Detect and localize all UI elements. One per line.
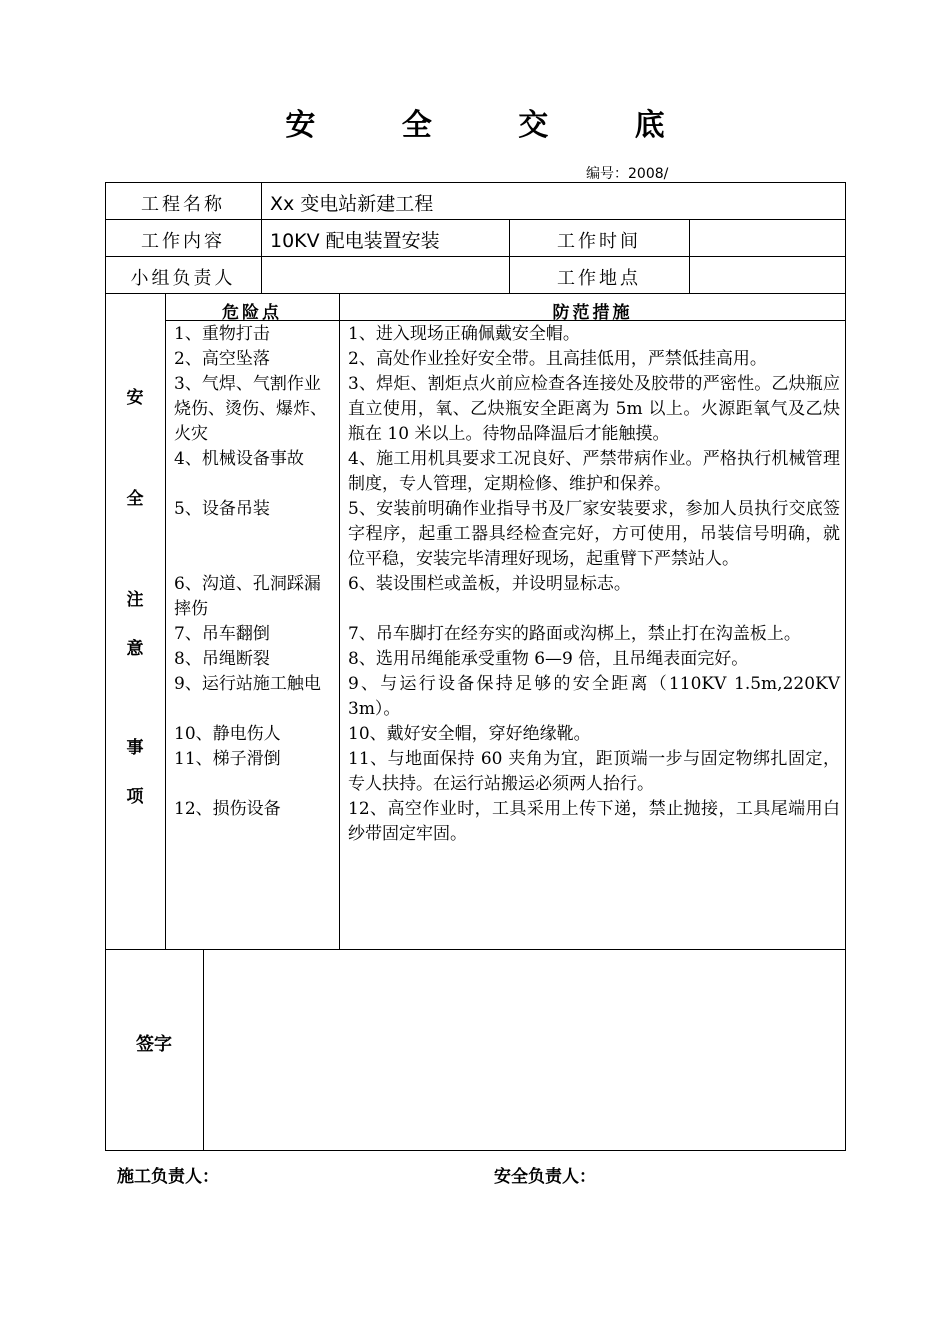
- measure-item: 8、选用吊绳能承受重物 6—9 倍，且吊绳表面完好。: [348, 649, 749, 669]
- side-label-char: 事: [126, 738, 144, 758]
- hazard-item: 7、吊车翻倒: [174, 624, 270, 644]
- hazard-item: [174, 772, 336, 797]
- hazard-item: [174, 522, 336, 547]
- work-place-label: 工作地点: [557, 268, 641, 289]
- work-content-label: 工作内容: [141, 231, 225, 252]
- hazard-item: 10、静电伤人: [174, 724, 281, 744]
- measure-item: 5、安装前明确作业指导书及厂家安装要求，参加人员执行交底签字程序，起重工器具经检查完好，方可使用，吊装信号明确，就位平稳，安装完毕清理好现场，起重臂下严禁站人。: [348, 499, 840, 569]
- hazard-item: 4、机械设备事故: [174, 449, 304, 469]
- hazard-item: 3、气焊、气割作业烧伤、烫伤、爆炸、火灾: [174, 374, 327, 444]
- side-label-char: 安: [126, 388, 144, 408]
- side-label-char: 项: [126, 787, 144, 807]
- hazard-item: 8、吊绳断裂: [174, 649, 270, 669]
- hazard-item: 1、重物打击: [174, 324, 270, 344]
- row-divider: [105, 219, 846, 220]
- hazard-item: 12、损伤设备: [174, 799, 281, 819]
- hazard-item: 5、设备吊装: [174, 499, 270, 519]
- measure-item: 7、吊车脚打在经夯实的路面或沟梆上，禁止打在沟盖板上。: [348, 624, 801, 644]
- document-number: 编号：2008/: [586, 166, 669, 182]
- measure-item: 12、高空作业时，工具采用上传下递，禁止抛接，工具尾端用白纱带固定牢固。: [348, 799, 840, 844]
- col-divider: [339, 293, 340, 949]
- measure-list: [348, 322, 840, 847]
- hazard-item: [174, 472, 336, 497]
- team-leader-label: 小组负责人: [130, 268, 236, 289]
- page-title: 安 全 交 底: [285, 108, 703, 143]
- col-divider: [165, 293, 166, 949]
- signature-area[interactable]: [204, 950, 845, 1150]
- hazard-item: 6、沟道、孔洞踩漏摔伤: [174, 574, 321, 619]
- measure-item: 10、戴好安全帽，穿好绝缘靴。: [348, 724, 591, 744]
- safety-leader-label: 安全负责人：: [494, 1167, 596, 1187]
- project-name-label: 工程名称: [141, 194, 225, 215]
- measure-item: 9、与运行设备保持足够的安全距离（110KV 1.5m,220KV 3m）。: [348, 674, 840, 719]
- side-label-char: 全: [126, 489, 144, 509]
- measure-item: 2、高处作业拴好安全带。且高挂低用，严禁低挂高用。: [348, 349, 767, 369]
- measure-item: 6、装设围栏或盖板，并设明显标志。: [348, 574, 631, 594]
- hazard-item: [174, 697, 336, 722]
- side-label-char: 意: [126, 639, 144, 659]
- work-content-value[interactable]: 10KV 配电装置安装: [270, 230, 440, 252]
- col-divider: [689, 219, 690, 293]
- hazard-item: 11、梯子滑倒: [174, 749, 281, 769]
- row-divider: [105, 256, 846, 257]
- hazard-item: [174, 547, 336, 572]
- work-time-label: 工作时间: [557, 231, 641, 252]
- project-name-value[interactable]: Xx 变电站新建工程: [270, 193, 434, 215]
- col-divider: [261, 182, 262, 293]
- signature-label: 签字: [136, 1034, 172, 1055]
- measure-item: [348, 597, 840, 622]
- hazard-item: 9、运行站施工触电: [174, 674, 321, 694]
- hazard-list: [174, 322, 336, 822]
- construction-leader-label: 施工负责人：: [117, 1167, 219, 1187]
- measure-item: 11、与地面保持 60 夹角为宜，距顶端一步与固定物绑扎固定，专人扶持。在运行站搬运必须两人抬行。: [348, 749, 840, 794]
- hazards-header: 危险点: [222, 303, 282, 323]
- measures-header: 防范措施: [552, 303, 633, 323]
- measure-item: 3、焊炬、割炬点火前应检查各连接处及胶带的严密性。乙炔瓶应直立使用，氧、乙炔瓶安全距离为 5m 以上。火源距氧气及乙炔瓶在 10 米以上。待物品降温后才能触摸。: [348, 374, 840, 444]
- row-divider: [105, 293, 846, 294]
- hazard-item: 2、高空坠落: [174, 349, 270, 369]
- side-label-char: 注: [126, 590, 144, 610]
- measure-item: 1、进入现场正确佩戴安全帽。: [348, 324, 580, 344]
- measure-item: 4、施工用机具要求工况良好、严禁带病作业。严格执行机械管理制度，专人管理，定期检修、维护和保养。: [348, 449, 840, 494]
